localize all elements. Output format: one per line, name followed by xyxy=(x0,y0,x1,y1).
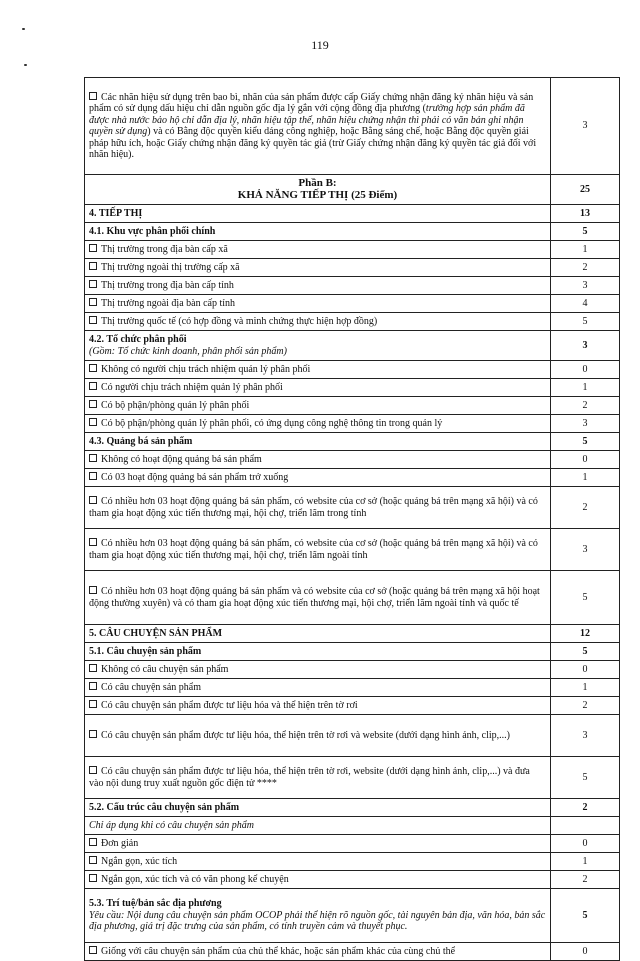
criterion-cell xyxy=(85,469,551,487)
criterion-row xyxy=(85,835,620,853)
checkbox-icon xyxy=(89,92,97,100)
section-title: 4.1. Khu vực phân phối chính xyxy=(89,225,216,237)
criterion-cell xyxy=(85,277,551,295)
criterion-cell xyxy=(85,853,551,871)
checkbox-icon xyxy=(89,244,97,252)
criterion-cell xyxy=(85,697,551,715)
criterion-text: Có câu chuyện sản phẩm được tư liệu hóa, thể hiện trên tờ rơi, website (dưới dạng hình ảnh, clip,...) và đưa vào nội dung truy xuất nguồn gốc điện tử **** xyxy=(89,766,530,789)
criterion-cell xyxy=(85,679,551,697)
checkbox-icon xyxy=(89,316,97,324)
criterion-cell xyxy=(85,415,551,433)
points-cell: 3 xyxy=(551,529,620,571)
checkbox-icon xyxy=(89,682,97,690)
criterion-cell xyxy=(85,835,551,853)
criterion-row xyxy=(85,757,620,799)
points-cell: 0 xyxy=(551,451,620,469)
points-cell: 2 xyxy=(551,871,620,889)
section-row xyxy=(85,223,620,241)
points-cell: 3 xyxy=(551,277,620,295)
criterion-row xyxy=(85,361,620,379)
criterion-row xyxy=(85,817,620,835)
criterion-row xyxy=(85,943,620,961)
criterion-cell xyxy=(85,259,551,277)
points-cell: 5 xyxy=(551,571,620,625)
criterion-cell xyxy=(85,451,551,469)
criterion-cell xyxy=(85,433,551,451)
criterion-cell xyxy=(85,943,551,961)
criterion-text: Có câu chuyện sản phẩm được tư liệu hóa và thể hiện trên tờ rơi xyxy=(101,699,358,711)
criterion-text: Không có hoạt động quảng bá sản phẩm xyxy=(101,453,262,465)
checkbox-icon xyxy=(89,766,97,774)
criterion-cell xyxy=(85,757,551,799)
criterion-cell xyxy=(85,313,551,331)
criterion-text: Thị trường trong địa bàn cấp xã xyxy=(101,243,228,255)
section-title: 5.1. Câu chuyện sản phẩm xyxy=(89,645,202,657)
criterion-text: Đơn giản xyxy=(101,837,139,849)
points-cell: 13 xyxy=(551,205,620,223)
section-row xyxy=(85,205,620,223)
section-title: 5.3. Trí tuệ/bản sắc địa phương xyxy=(89,898,222,910)
checkbox-icon xyxy=(89,838,97,846)
criterion-text: Thị trường ngoài địa bàn cấp tỉnh xyxy=(101,297,236,309)
checkbox-icon xyxy=(89,586,97,594)
criterion-row xyxy=(85,397,620,415)
criteria-table xyxy=(84,77,620,961)
criterion-row xyxy=(85,415,620,433)
points-cell: 2 xyxy=(551,799,620,817)
criterion-cell xyxy=(85,643,551,661)
criterion-cell xyxy=(85,625,551,643)
part-heading-row xyxy=(85,175,620,205)
criterion-row xyxy=(85,529,620,571)
points-cell: 1 xyxy=(551,679,620,697)
criterion-cell xyxy=(85,799,551,817)
criterion-cell xyxy=(85,175,551,205)
criterion-cell xyxy=(85,331,551,361)
criterion-row xyxy=(85,469,620,487)
criterion-cell xyxy=(85,78,551,175)
criterion-text: Không có câu chuyện sản phẩm xyxy=(101,663,229,675)
criterion-cell xyxy=(85,379,551,397)
points-cell: 0 xyxy=(551,661,620,679)
criterion-cell xyxy=(85,571,551,625)
points-cell: 2 xyxy=(551,259,620,277)
checkbox-icon xyxy=(89,700,97,708)
section-row xyxy=(85,643,620,661)
part-title: KHẢ NĂNG TIẾP THỊ (25 Điểm) xyxy=(237,188,398,201)
checkbox-icon xyxy=(89,538,97,546)
criterion-text: Có nhiều hơn 03 hoạt động quảng bá sản phẩm và có website của cơ sở (hoặc quảng bá trên mạng xã hội hoạt động thường xuyên) và có tham gia hoạt động xúc tiến thương mại, hội chợ, triển lãm ngoài tỉnh và quốc tế xyxy=(89,586,540,609)
criterion-row xyxy=(85,487,620,529)
criterion-text: trường hợp sản phẩm đã được nhà nước bảo hộ chỉ dẫn địa lý, nhãn hiệu tập thể, nhãn hiệu chứng nhận thì phải có văn bản ghi nhận quyền sử dụng xyxy=(89,103,525,137)
section-note: (Gồm: Tổ chức kinh doanh, phân phối sản phẩm) xyxy=(89,345,287,357)
section-title: 4.3. Quảng bá sản phẩm xyxy=(89,435,193,447)
section-row xyxy=(85,433,620,451)
criterion-cell xyxy=(85,661,551,679)
section-title: 4.2. Tổ chức phân phối xyxy=(89,334,187,345)
criterion-text: Có bộ phận/phòng quản lý phân phối xyxy=(101,399,250,411)
criterion-row xyxy=(85,853,620,871)
criterion-cell xyxy=(85,241,551,259)
criterion-row xyxy=(85,697,620,715)
points-cell: 0 xyxy=(551,361,620,379)
criterion-text: Thị trường ngoài thị trường cấp xã xyxy=(101,261,240,273)
points-cell: 3 xyxy=(551,78,620,175)
criterion-row xyxy=(85,241,620,259)
checkbox-icon xyxy=(89,382,97,390)
points-cell: 2 xyxy=(551,397,620,415)
checkbox-icon xyxy=(89,946,97,954)
points-cell: 1 xyxy=(551,241,620,259)
points-cell: 2 xyxy=(551,487,620,529)
criteria-table-body xyxy=(85,78,620,961)
criterion-text: Có 03 hoạt động quảng bá sản phẩm trở xuống xyxy=(101,471,289,483)
points-cell: 5 xyxy=(551,643,620,661)
criterion-text: Không có người chịu trách nhiệm quản lý phân phối xyxy=(101,363,311,375)
checkbox-icon xyxy=(89,400,97,408)
checkbox-icon xyxy=(89,418,97,426)
section-note: Yêu cầu: Nội dung câu chuyện sản phẩm OCOP phải thể hiện rõ nguồn gốc, tài nguyên bản địa, văn hóa, bản sắc địa phương, giá trị đặc trưng của sản phẩm, có tính truyền cảm và thuyết phục. xyxy=(89,909,546,933)
scan-mark xyxy=(24,64,27,66)
criterion-text: Có câu chuyện sản phẩm xyxy=(101,681,201,693)
criterion-text: ) và có Bằng độc quyền kiểu dáng công nghiệp, hoặc Bằng sáng chế, hoặc Bằng độc quyền giải pháp hữu ích, hoặc Giấy chứng nhận đăng ký quyền tác giả (trừ Giấy chứng nhận đăng ký quyền tác giả đối với nhãn hiệu). xyxy=(89,126,537,160)
checkbox-icon xyxy=(89,472,97,480)
points-cell: 0 xyxy=(551,835,620,853)
criterion-cell xyxy=(85,361,551,379)
criterion-row xyxy=(85,277,620,295)
section-title: 5.2. Cấu trúc câu chuyện sản phẩm xyxy=(89,801,240,813)
checkbox-icon xyxy=(89,298,97,306)
criterion-row xyxy=(85,313,620,331)
checkbox-icon xyxy=(89,454,97,462)
criterion-text: Ngắn gọn, xúc tích và có văn phong kể chuyện xyxy=(101,873,289,885)
criterion-text: Giống với câu chuyện sản phẩm của chủ thể khác, hoặc sản phẩm khác của cùng chủ thể xyxy=(101,945,456,957)
checkbox-icon xyxy=(89,730,97,738)
points-cell: 25 xyxy=(551,175,620,205)
points-cell: 5 xyxy=(551,313,620,331)
points-cell: 1 xyxy=(551,469,620,487)
checkbox-icon xyxy=(89,856,97,864)
points-cell: 5 xyxy=(551,223,620,241)
criterion-cell xyxy=(85,295,551,313)
points-cell: 5 xyxy=(551,433,620,451)
section-row xyxy=(85,625,620,643)
criterion-cell xyxy=(85,715,551,757)
criterion-text: Có nhiều hơn 03 hoạt động quảng bá sản phẩm, có website của cơ sở (hoặc quảng bá trên mạng xã hội) và có tham gia hoạt động xúc tiến thương mại, hội chợ, triển lãm ngoài tỉnh xyxy=(89,538,538,561)
page-number: 119 xyxy=(311,38,329,52)
part-label: Phần B: xyxy=(298,177,337,189)
checkbox-icon xyxy=(89,262,97,270)
section-row xyxy=(85,799,620,817)
criterion-row xyxy=(85,871,620,889)
points-cell: 2 xyxy=(551,697,620,715)
criterion-text: Có người chịu trách nhiệm quản lý phân phối xyxy=(101,381,283,393)
criterion-cell xyxy=(85,871,551,889)
section-title: 4. TIẾP THỊ xyxy=(89,207,143,219)
points-cell: 1 xyxy=(551,379,620,397)
checkbox-icon xyxy=(89,874,97,882)
points-cell: 3 xyxy=(551,415,620,433)
checkbox-icon xyxy=(89,496,97,504)
criterion-row xyxy=(85,679,620,697)
criterion-row xyxy=(85,295,620,313)
criterion-text: Thị trường quốc tế (có hợp đồng và minh chứng thực hiện hợp đồng) xyxy=(101,315,378,327)
criterion-text: Ngắn gọn, xúc tích xyxy=(101,855,178,867)
criterion-text: Có nhiều hơn 03 hoạt động quảng bá sản phẩm, có website của cơ sở (hoặc quảng bá trên mạng xã hội) và có tham gia hoạt động xúc tiến thương mại, hội chợ, triển lãm trong tỉnh xyxy=(89,496,538,519)
section-title: 5. CÂU CHUYỆN SẢN PHẨM xyxy=(89,627,223,639)
criterion-text: Thị trường trong địa bàn cấp tỉnh xyxy=(101,279,234,291)
criterion-row xyxy=(85,451,620,469)
criterion-row xyxy=(85,259,620,277)
points-cell: 12 xyxy=(551,625,620,643)
criterion-row xyxy=(85,78,620,175)
scan-mark xyxy=(22,28,25,30)
criterion-row xyxy=(85,571,620,625)
checkbox-icon xyxy=(89,664,97,672)
criterion-cell xyxy=(85,397,551,415)
criterion-row xyxy=(85,379,620,397)
criterion-text: Có câu chuyện sản phẩm được tư liệu hóa, thể hiện trên tờ rơi và website (dưới dạng hình ảnh, clip,...) xyxy=(101,729,510,741)
points-cell xyxy=(551,817,620,835)
points-cell: 4 xyxy=(551,295,620,313)
criterion-cell xyxy=(85,487,551,529)
criterion-text: Có bộ phận/phòng quản lý phân phối, có ứng dụng công nghệ thông tin trong quản lý xyxy=(101,417,443,429)
criterion-cell xyxy=(85,889,551,943)
section-row xyxy=(85,331,620,361)
criterion-text: Chỉ áp dụng khi có câu chuyện sản phẩm xyxy=(89,819,254,831)
checkbox-icon xyxy=(89,280,97,288)
criterion-text: Các nhãn hiệu sử dụng trên bao bì, nhãn của sản phẩm được cấp Giấy chứng nhận đăng ký nhãn hiệu và sản phẩm có sử dụng dấu hiệu chỉ dẫn nguồn gốc địa lý gắn với cộng đồng địa phương ( xyxy=(89,91,534,114)
criterion-cell xyxy=(85,205,551,223)
points-cell: 5 xyxy=(551,889,620,943)
points-cell: 3 xyxy=(551,715,620,757)
criterion-row xyxy=(85,661,620,679)
criterion-cell xyxy=(85,817,551,835)
checkbox-icon xyxy=(89,364,97,372)
criterion-cell xyxy=(85,223,551,241)
points-cell: 3 xyxy=(551,331,620,361)
points-cell: 0 xyxy=(551,943,620,961)
criterion-row xyxy=(85,715,620,757)
points-cell: 5 xyxy=(551,757,620,799)
criterion-cell xyxy=(85,529,551,571)
points-cell: 1 xyxy=(551,853,620,871)
section-row xyxy=(85,889,620,943)
